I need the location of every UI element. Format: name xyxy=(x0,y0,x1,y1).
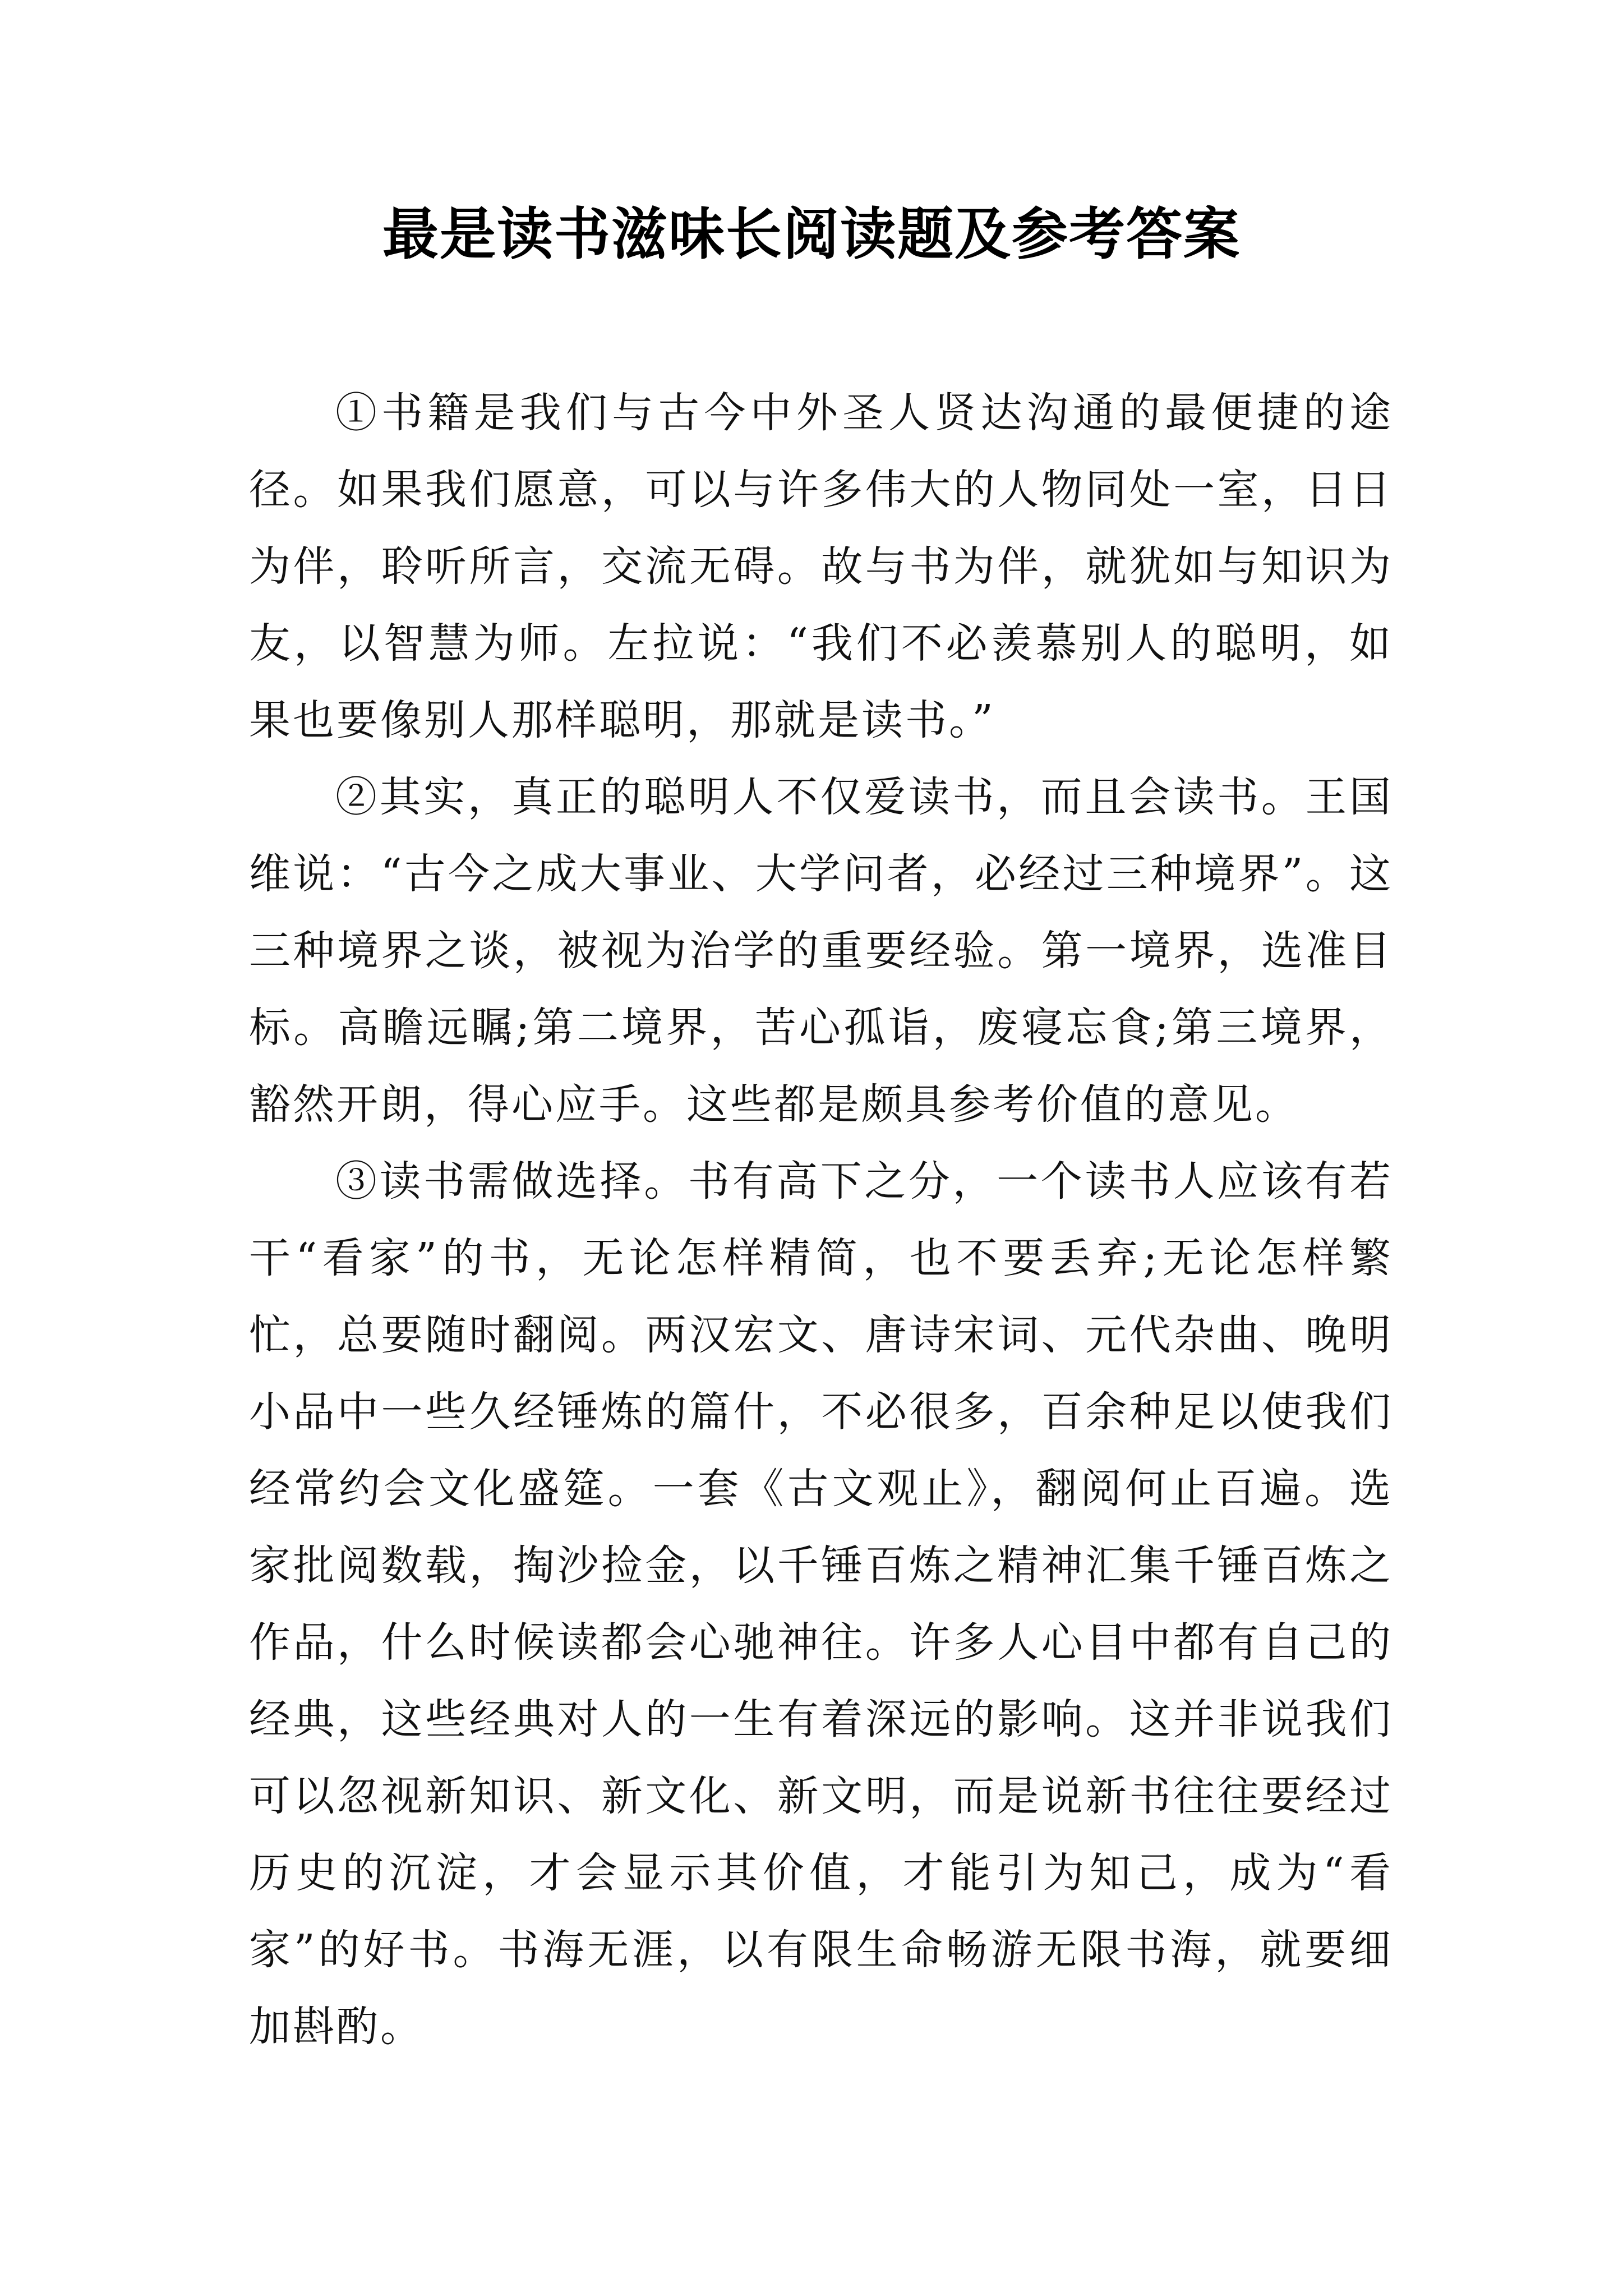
paragraph-1: ①书籍是我们与古今中外圣人贤达沟通的最便捷的途径。如果我们愿意，可以与许多伟大的人物同处一室，日日为伴，聆听所言，交流无碍。故与书为伴，就犹如与知识为友，以智慧为师。左拉说：“我们不必羡慕别人的聪明，如果也要像别人那样聪明，那就是读书。” xyxy=(249,389,1393,744)
paragraph-2: ②其实，真正的聪明人不仅爱读书，而且会读书。王国维说：“古今之成大事业、大学问者，必经过三种境界”。这三种境界之谈，被视为治学的重要经验。第一境界，选准目标。高瞻远瞩;第二境界，苦心孤诣，废寝忘食;第三境界，豁然开朗，得心应手。这些都是颇具参考价值的意见。 xyxy=(249,773,1393,1129)
document-body xyxy=(249,375,1393,2065)
document-title: 最是读书滋味长阅读题及参考答案 xyxy=(382,201,1241,267)
paragraph-3: ③读书需做选择。书有高下之分，一个读书人应该有若干“看家”的书，无论怎样精简，也不要丢弃;无论怎样繁忙，总要随时翻阅。两汉宏文、唐诗宋词、元代杂曲、晚明小品中一些久经锤炼的篇什，不必很多，百余种足以使我们经常约会文化盛筵。一套《古文观止》，翻阅何止百遍。选家批阅数载，掏沙捡金，以千锤百炼之精神汇集千锤百炼之作品，什么时候读都会心驰神往。许多人心目中都有自己的经典，这些经典对人的一生有着深远的影响。这并非说我们可以忽视新知识、新文化、新文明，而是说新书往往要经过历史的沉淀，才会显示其价值，才能引为知己，成为“看家”的好书。书海无涯，以有限生命畅游无限书海，就要细加斟酌。 xyxy=(249,1157,1393,2051)
